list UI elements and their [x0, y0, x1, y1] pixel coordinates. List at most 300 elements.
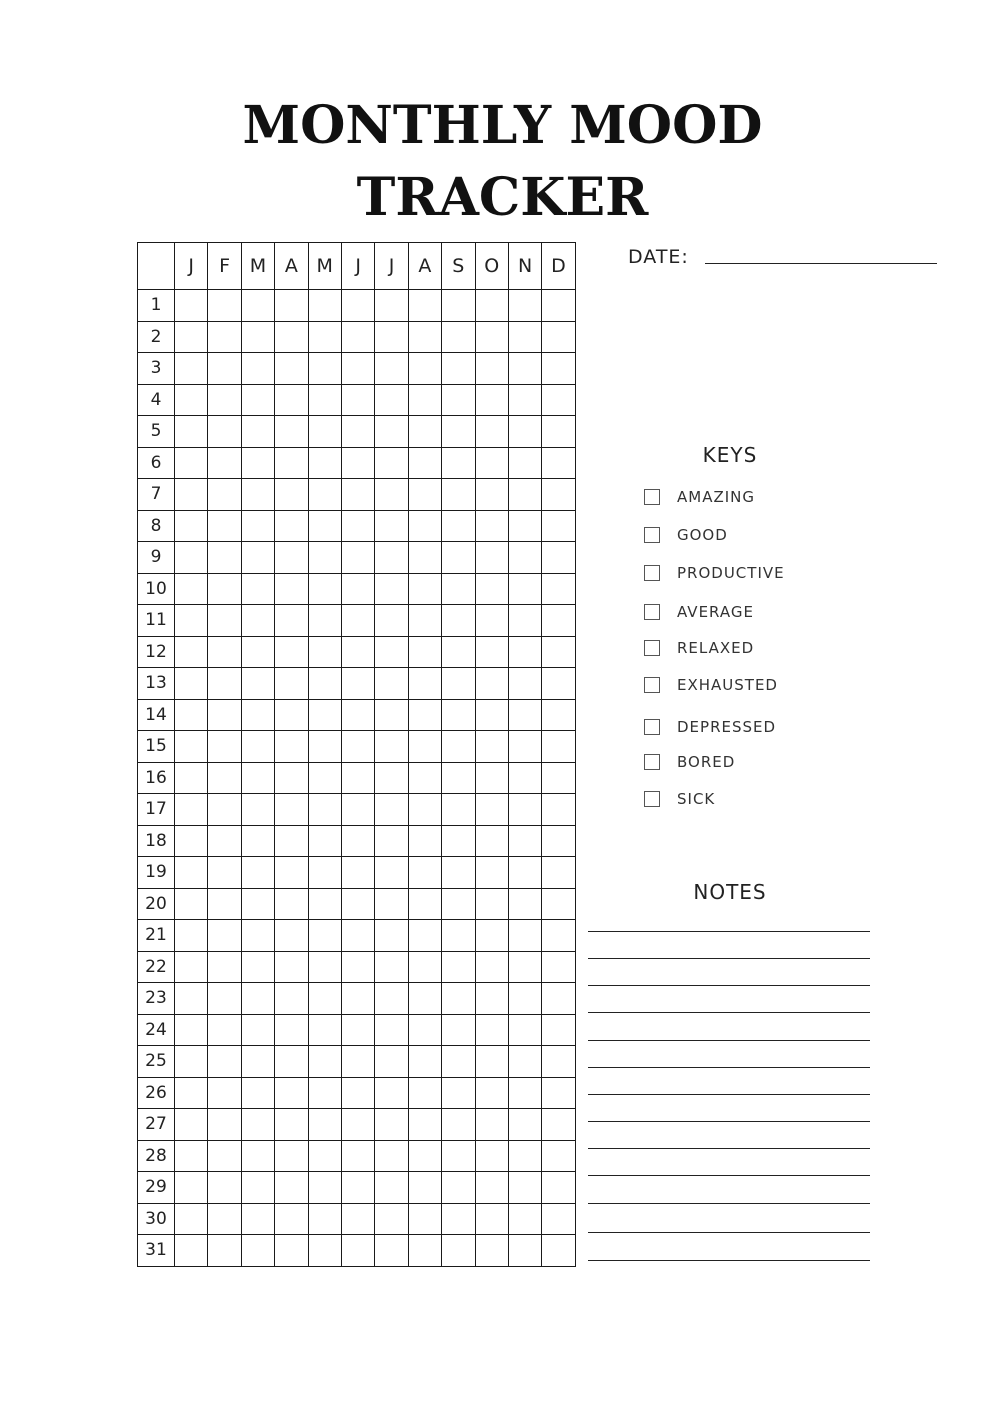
mood-cell[interactable] [375, 321, 408, 353]
mood-cell[interactable] [275, 794, 308, 826]
mood-cell[interactable] [241, 668, 274, 700]
mood-cell[interactable] [208, 636, 241, 668]
mood-cell[interactable] [442, 762, 475, 794]
mood-cell[interactable] [375, 857, 408, 889]
mood-cell[interactable] [375, 951, 408, 983]
mood-cell[interactable] [175, 573, 208, 605]
key-checkbox[interactable] [644, 527, 660, 543]
mood-cell[interactable] [475, 951, 508, 983]
note-line[interactable] [588, 1012, 870, 1013]
mood-cell[interactable] [442, 573, 475, 605]
mood-cell[interactable] [175, 447, 208, 479]
mood-cell[interactable] [542, 542, 575, 574]
mood-cell[interactable] [508, 1109, 541, 1141]
mood-cell[interactable] [341, 762, 374, 794]
mood-cell[interactable] [442, 321, 475, 353]
mood-cell[interactable] [375, 1109, 408, 1141]
mood-cell[interactable] [508, 573, 541, 605]
mood-cell[interactable] [408, 573, 441, 605]
mood-cell[interactable] [542, 479, 575, 511]
mood-cell[interactable] [175, 1014, 208, 1046]
mood-cell[interactable] [275, 699, 308, 731]
mood-cell[interactable] [175, 605, 208, 637]
mood-cell[interactable] [508, 951, 541, 983]
mood-cell[interactable] [175, 384, 208, 416]
mood-cell[interactable] [375, 888, 408, 920]
mood-cell[interactable] [442, 825, 475, 857]
mood-cell[interactable] [408, 920, 441, 952]
mood-cell[interactable] [542, 605, 575, 637]
mood-cell[interactable] [341, 857, 374, 889]
key-checkbox[interactable] [644, 719, 660, 735]
mood-cell[interactable] [475, 479, 508, 511]
mood-cell[interactable] [408, 1140, 441, 1172]
mood-cell[interactable] [375, 668, 408, 700]
mood-cell[interactable] [542, 1140, 575, 1172]
mood-cell[interactable] [275, 1140, 308, 1172]
mood-cell[interactable] [408, 1046, 441, 1078]
mood-cell[interactable] [442, 479, 475, 511]
mood-cell[interactable] [408, 353, 441, 385]
mood-cell[interactable] [241, 699, 274, 731]
mood-cell[interactable] [408, 762, 441, 794]
mood-cell[interactable] [275, 731, 308, 763]
mood-cell[interactable] [408, 447, 441, 479]
mood-cell[interactable] [408, 983, 441, 1015]
mood-cell[interactable] [442, 1140, 475, 1172]
mood-cell[interactable] [542, 353, 575, 385]
mood-cell[interactable] [475, 668, 508, 700]
mood-cell[interactable] [508, 384, 541, 416]
mood-cell[interactable] [208, 951, 241, 983]
mood-cell[interactable] [241, 825, 274, 857]
mood-cell[interactable] [475, 447, 508, 479]
mood-cell[interactable] [275, 542, 308, 574]
mood-cell[interactable] [308, 353, 341, 385]
mood-cell[interactable] [241, 1140, 274, 1172]
mood-cell[interactable] [508, 1014, 541, 1046]
mood-cell[interactable] [508, 1172, 541, 1204]
mood-cell[interactable] [275, 951, 308, 983]
mood-cell[interactable] [275, 353, 308, 385]
mood-cell[interactable] [442, 542, 475, 574]
mood-cell[interactable] [475, 1014, 508, 1046]
mood-cell[interactable] [508, 290, 541, 322]
mood-cell[interactable] [542, 794, 575, 826]
mood-cell[interactable] [508, 920, 541, 952]
mood-cell[interactable] [175, 1172, 208, 1204]
mood-cell[interactable] [308, 290, 341, 322]
mood-cell[interactable] [542, 1077, 575, 1109]
mood-cell[interactable] [542, 857, 575, 889]
mood-cell[interactable] [241, 762, 274, 794]
mood-cell[interactable] [275, 1235, 308, 1267]
mood-cell[interactable] [341, 731, 374, 763]
mood-cell[interactable] [508, 636, 541, 668]
mood-cell[interactable] [508, 825, 541, 857]
mood-cell[interactable] [475, 542, 508, 574]
mood-cell[interactable] [341, 920, 374, 952]
mood-cell[interactable] [408, 321, 441, 353]
mood-cell[interactable] [175, 321, 208, 353]
mood-cell[interactable] [308, 542, 341, 574]
mood-cell[interactable] [375, 384, 408, 416]
mood-cell[interactable] [542, 447, 575, 479]
mood-cell[interactable] [208, 542, 241, 574]
mood-cell[interactable] [508, 1046, 541, 1078]
mood-cell[interactable] [275, 920, 308, 952]
mood-cell[interactable] [341, 416, 374, 448]
mood-cell[interactable] [375, 731, 408, 763]
mood-cell[interactable] [208, 857, 241, 889]
mood-cell[interactable] [375, 510, 408, 542]
mood-cell[interactable] [275, 1203, 308, 1235]
mood-cell[interactable] [308, 920, 341, 952]
mood-cell[interactable] [508, 983, 541, 1015]
note-line[interactable] [588, 1203, 870, 1204]
mood-cell[interactable] [542, 762, 575, 794]
mood-cell[interactable] [375, 794, 408, 826]
mood-cell[interactable] [241, 1235, 274, 1267]
mood-cell[interactable] [308, 731, 341, 763]
mood-cell[interactable] [275, 668, 308, 700]
mood-cell[interactable] [308, 1077, 341, 1109]
mood-cell[interactable] [341, 636, 374, 668]
mood-cell[interactable] [208, 668, 241, 700]
mood-cell[interactable] [542, 1046, 575, 1078]
mood-cell[interactable] [375, 1172, 408, 1204]
mood-cell[interactable] [408, 825, 441, 857]
mood-cell[interactable] [341, 668, 374, 700]
mood-cell[interactable] [408, 1014, 441, 1046]
mood-cell[interactable] [442, 353, 475, 385]
mood-cell[interactable] [241, 951, 274, 983]
mood-cell[interactable] [408, 857, 441, 889]
mood-cell[interactable] [542, 1014, 575, 1046]
mood-cell[interactable] [408, 384, 441, 416]
mood-cell[interactable] [308, 510, 341, 542]
key-checkbox[interactable] [644, 640, 660, 656]
mood-cell[interactable] [308, 951, 341, 983]
mood-cell[interactable] [442, 290, 475, 322]
mood-cell[interactable] [442, 510, 475, 542]
mood-cell[interactable] [408, 731, 441, 763]
mood-cell[interactable] [475, 983, 508, 1015]
mood-cell[interactable] [475, 416, 508, 448]
mood-cell[interactable] [375, 920, 408, 952]
mood-cell[interactable] [275, 479, 308, 511]
mood-cell[interactable] [442, 699, 475, 731]
mood-cell[interactable] [341, 1203, 374, 1235]
mood-cell[interactable] [341, 888, 374, 920]
mood-cell[interactable] [408, 542, 441, 574]
mood-cell[interactable] [375, 825, 408, 857]
mood-cell[interactable] [408, 699, 441, 731]
mood-cell[interactable] [508, 542, 541, 574]
key-checkbox[interactable] [644, 677, 660, 693]
mood-cell[interactable] [408, 888, 441, 920]
mood-cell[interactable] [375, 605, 408, 637]
mood-cell[interactable] [241, 888, 274, 920]
mood-cell[interactable] [508, 321, 541, 353]
mood-cell[interactable] [375, 699, 408, 731]
mood-cell[interactable] [208, 920, 241, 952]
note-line[interactable] [588, 1232, 870, 1233]
mood-cell[interactable] [375, 1077, 408, 1109]
mood-cell[interactable] [275, 384, 308, 416]
mood-cell[interactable] [308, 479, 341, 511]
mood-cell[interactable] [175, 920, 208, 952]
mood-cell[interactable] [375, 1014, 408, 1046]
mood-cell[interactable] [508, 1235, 541, 1267]
mood-cell[interactable] [241, 636, 274, 668]
mood-cell[interactable] [442, 1203, 475, 1235]
mood-cell[interactable] [308, 794, 341, 826]
mood-cell[interactable] [375, 479, 408, 511]
mood-cell[interactable] [475, 1203, 508, 1235]
mood-cell[interactable] [475, 857, 508, 889]
note-line[interactable] [588, 958, 870, 959]
mood-cell[interactable] [475, 794, 508, 826]
mood-cell[interactable] [542, 416, 575, 448]
mood-cell[interactable] [475, 1235, 508, 1267]
mood-cell[interactable] [475, 573, 508, 605]
mood-cell[interactable] [275, 888, 308, 920]
mood-cell[interactable] [442, 416, 475, 448]
mood-cell[interactable] [175, 416, 208, 448]
mood-cell[interactable] [175, 699, 208, 731]
mood-cell[interactable] [375, 353, 408, 385]
mood-cell[interactable] [208, 1014, 241, 1046]
mood-cell[interactable] [175, 668, 208, 700]
note-line[interactable] [588, 1260, 870, 1261]
mood-cell[interactable] [542, 920, 575, 952]
mood-cell[interactable] [508, 857, 541, 889]
mood-cell[interactable] [241, 573, 274, 605]
mood-cell[interactable] [408, 1172, 441, 1204]
mood-cell[interactable] [208, 384, 241, 416]
mood-cell[interactable] [308, 384, 341, 416]
mood-cell[interactable] [308, 1172, 341, 1204]
mood-cell[interactable] [408, 668, 441, 700]
mood-cell[interactable] [208, 573, 241, 605]
mood-cell[interactable] [208, 888, 241, 920]
note-line[interactable] [588, 1148, 870, 1149]
mood-cell[interactable] [208, 321, 241, 353]
mood-cell[interactable] [442, 888, 475, 920]
mood-cell[interactable] [408, 951, 441, 983]
key-checkbox[interactable] [644, 489, 660, 505]
mood-cell[interactable] [375, 416, 408, 448]
mood-cell[interactable] [375, 573, 408, 605]
mood-cell[interactable] [542, 1172, 575, 1204]
mood-cell[interactable] [408, 479, 441, 511]
mood-cell[interactable] [442, 605, 475, 637]
mood-cell[interactable] [241, 290, 274, 322]
mood-cell[interactable] [442, 447, 475, 479]
mood-cell[interactable] [475, 1140, 508, 1172]
mood-cell[interactable] [408, 416, 441, 448]
mood-cell[interactable] [241, 479, 274, 511]
mood-cell[interactable] [542, 699, 575, 731]
mood-cell[interactable] [175, 510, 208, 542]
mood-cell[interactable] [341, 542, 374, 574]
mood-cell[interactable] [442, 983, 475, 1015]
mood-cell[interactable] [341, 290, 374, 322]
mood-cell[interactable] [308, 321, 341, 353]
mood-cell[interactable] [475, 1109, 508, 1141]
mood-cell[interactable] [508, 1077, 541, 1109]
mood-cell[interactable] [208, 479, 241, 511]
mood-cell[interactable] [175, 794, 208, 826]
mood-cell[interactable] [341, 983, 374, 1015]
mood-cell[interactable] [442, 731, 475, 763]
mood-cell[interactable] [475, 321, 508, 353]
mood-cell[interactable] [241, 510, 274, 542]
mood-cell[interactable] [308, 1109, 341, 1141]
mood-cell[interactable] [475, 731, 508, 763]
mood-cell[interactable] [341, 479, 374, 511]
mood-cell[interactable] [341, 573, 374, 605]
mood-cell[interactable] [542, 1235, 575, 1267]
mood-cell[interactable] [275, 1014, 308, 1046]
mood-cell[interactable] [275, 825, 308, 857]
mood-cell[interactable] [175, 731, 208, 763]
mood-cell[interactable] [208, 1203, 241, 1235]
mood-cell[interactable] [175, 636, 208, 668]
mood-cell[interactable] [341, 1172, 374, 1204]
mood-cell[interactable] [241, 1077, 274, 1109]
note-line[interactable] [588, 1121, 870, 1122]
mood-cell[interactable] [208, 353, 241, 385]
mood-cell[interactable] [508, 888, 541, 920]
mood-cell[interactable] [408, 1077, 441, 1109]
mood-cell[interactable] [241, 794, 274, 826]
key-checkbox[interactable] [644, 754, 660, 770]
mood-cell[interactable] [308, 573, 341, 605]
mood-cell[interactable] [475, 1172, 508, 1204]
mood-cell[interactable] [241, 416, 274, 448]
mood-cell[interactable] [508, 668, 541, 700]
key-checkbox[interactable] [644, 791, 660, 807]
mood-cell[interactable] [341, 951, 374, 983]
mood-cell[interactable] [308, 1014, 341, 1046]
mood-cell[interactable] [208, 1140, 241, 1172]
mood-cell[interactable] [542, 1109, 575, 1141]
mood-cell[interactable] [508, 510, 541, 542]
mood-cell[interactable] [341, 447, 374, 479]
mood-cell[interactable] [275, 762, 308, 794]
key-checkbox[interactable] [644, 565, 660, 581]
note-line[interactable] [588, 985, 870, 986]
mood-cell[interactable] [175, 951, 208, 983]
mood-cell[interactable] [241, 731, 274, 763]
mood-cell[interactable] [241, 1203, 274, 1235]
mood-cell[interactable] [508, 1140, 541, 1172]
mood-cell[interactable] [175, 290, 208, 322]
mood-cell[interactable] [542, 573, 575, 605]
mood-cell[interactable] [375, 1203, 408, 1235]
mood-cell[interactable] [208, 825, 241, 857]
key-checkbox[interactable] [644, 604, 660, 620]
mood-cell[interactable] [508, 1203, 541, 1235]
mood-cell[interactable] [241, 353, 274, 385]
mood-cell[interactable] [442, 794, 475, 826]
mood-cell[interactable] [508, 605, 541, 637]
mood-cell[interactable] [308, 983, 341, 1015]
mood-cell[interactable] [475, 888, 508, 920]
mood-cell[interactable] [208, 290, 241, 322]
mood-cell[interactable] [175, 1235, 208, 1267]
mood-cell[interactable] [442, 668, 475, 700]
mood-cell[interactable] [208, 1046, 241, 1078]
mood-cell[interactable] [175, 1109, 208, 1141]
mood-cell[interactable] [175, 825, 208, 857]
mood-cell[interactable] [241, 920, 274, 952]
mood-cell[interactable] [508, 731, 541, 763]
mood-cell[interactable] [508, 353, 541, 385]
mood-cell[interactable] [475, 1046, 508, 1078]
mood-cell[interactable] [175, 353, 208, 385]
mood-cell[interactable] [508, 447, 541, 479]
mood-cell[interactable] [275, 447, 308, 479]
mood-cell[interactable] [275, 510, 308, 542]
mood-cell[interactable] [175, 542, 208, 574]
mood-cell[interactable] [341, 1046, 374, 1078]
mood-cell[interactable] [208, 605, 241, 637]
mood-cell[interactable] [308, 447, 341, 479]
mood-cell[interactable] [341, 384, 374, 416]
mood-cell[interactable] [375, 762, 408, 794]
mood-cell[interactable] [442, 1235, 475, 1267]
mood-cell[interactable] [375, 983, 408, 1015]
mood-cell[interactable] [542, 321, 575, 353]
mood-cell[interactable] [208, 762, 241, 794]
mood-cell[interactable] [275, 416, 308, 448]
mood-cell[interactable] [241, 447, 274, 479]
mood-cell[interactable] [175, 762, 208, 794]
mood-cell[interactable] [275, 857, 308, 889]
mood-cell[interactable] [275, 605, 308, 637]
mood-cell[interactable] [375, 1235, 408, 1267]
mood-cell[interactable] [208, 416, 241, 448]
mood-cell[interactable] [408, 1203, 441, 1235]
mood-cell[interactable] [308, 1235, 341, 1267]
mood-cell[interactable] [542, 983, 575, 1015]
note-line[interactable] [588, 1094, 870, 1095]
mood-cell[interactable] [208, 1172, 241, 1204]
mood-cell[interactable] [241, 1109, 274, 1141]
mood-cell[interactable] [208, 1077, 241, 1109]
mood-cell[interactable] [542, 825, 575, 857]
mood-cell[interactable] [475, 353, 508, 385]
mood-cell[interactable] [375, 1046, 408, 1078]
mood-cell[interactable] [375, 290, 408, 322]
mood-cell[interactable] [241, 542, 274, 574]
mood-cell[interactable] [475, 1077, 508, 1109]
mood-cell[interactable] [241, 1172, 274, 1204]
mood-cell[interactable] [308, 1203, 341, 1235]
mood-cell[interactable] [542, 731, 575, 763]
mood-cell[interactable] [408, 290, 441, 322]
mood-cell[interactable] [208, 1235, 241, 1267]
mood-cell[interactable] [208, 1109, 241, 1141]
mood-cell[interactable] [542, 1203, 575, 1235]
mood-cell[interactable] [241, 1046, 274, 1078]
mood-cell[interactable] [275, 1172, 308, 1204]
mood-cell[interactable] [442, 1046, 475, 1078]
mood-cell[interactable] [341, 353, 374, 385]
